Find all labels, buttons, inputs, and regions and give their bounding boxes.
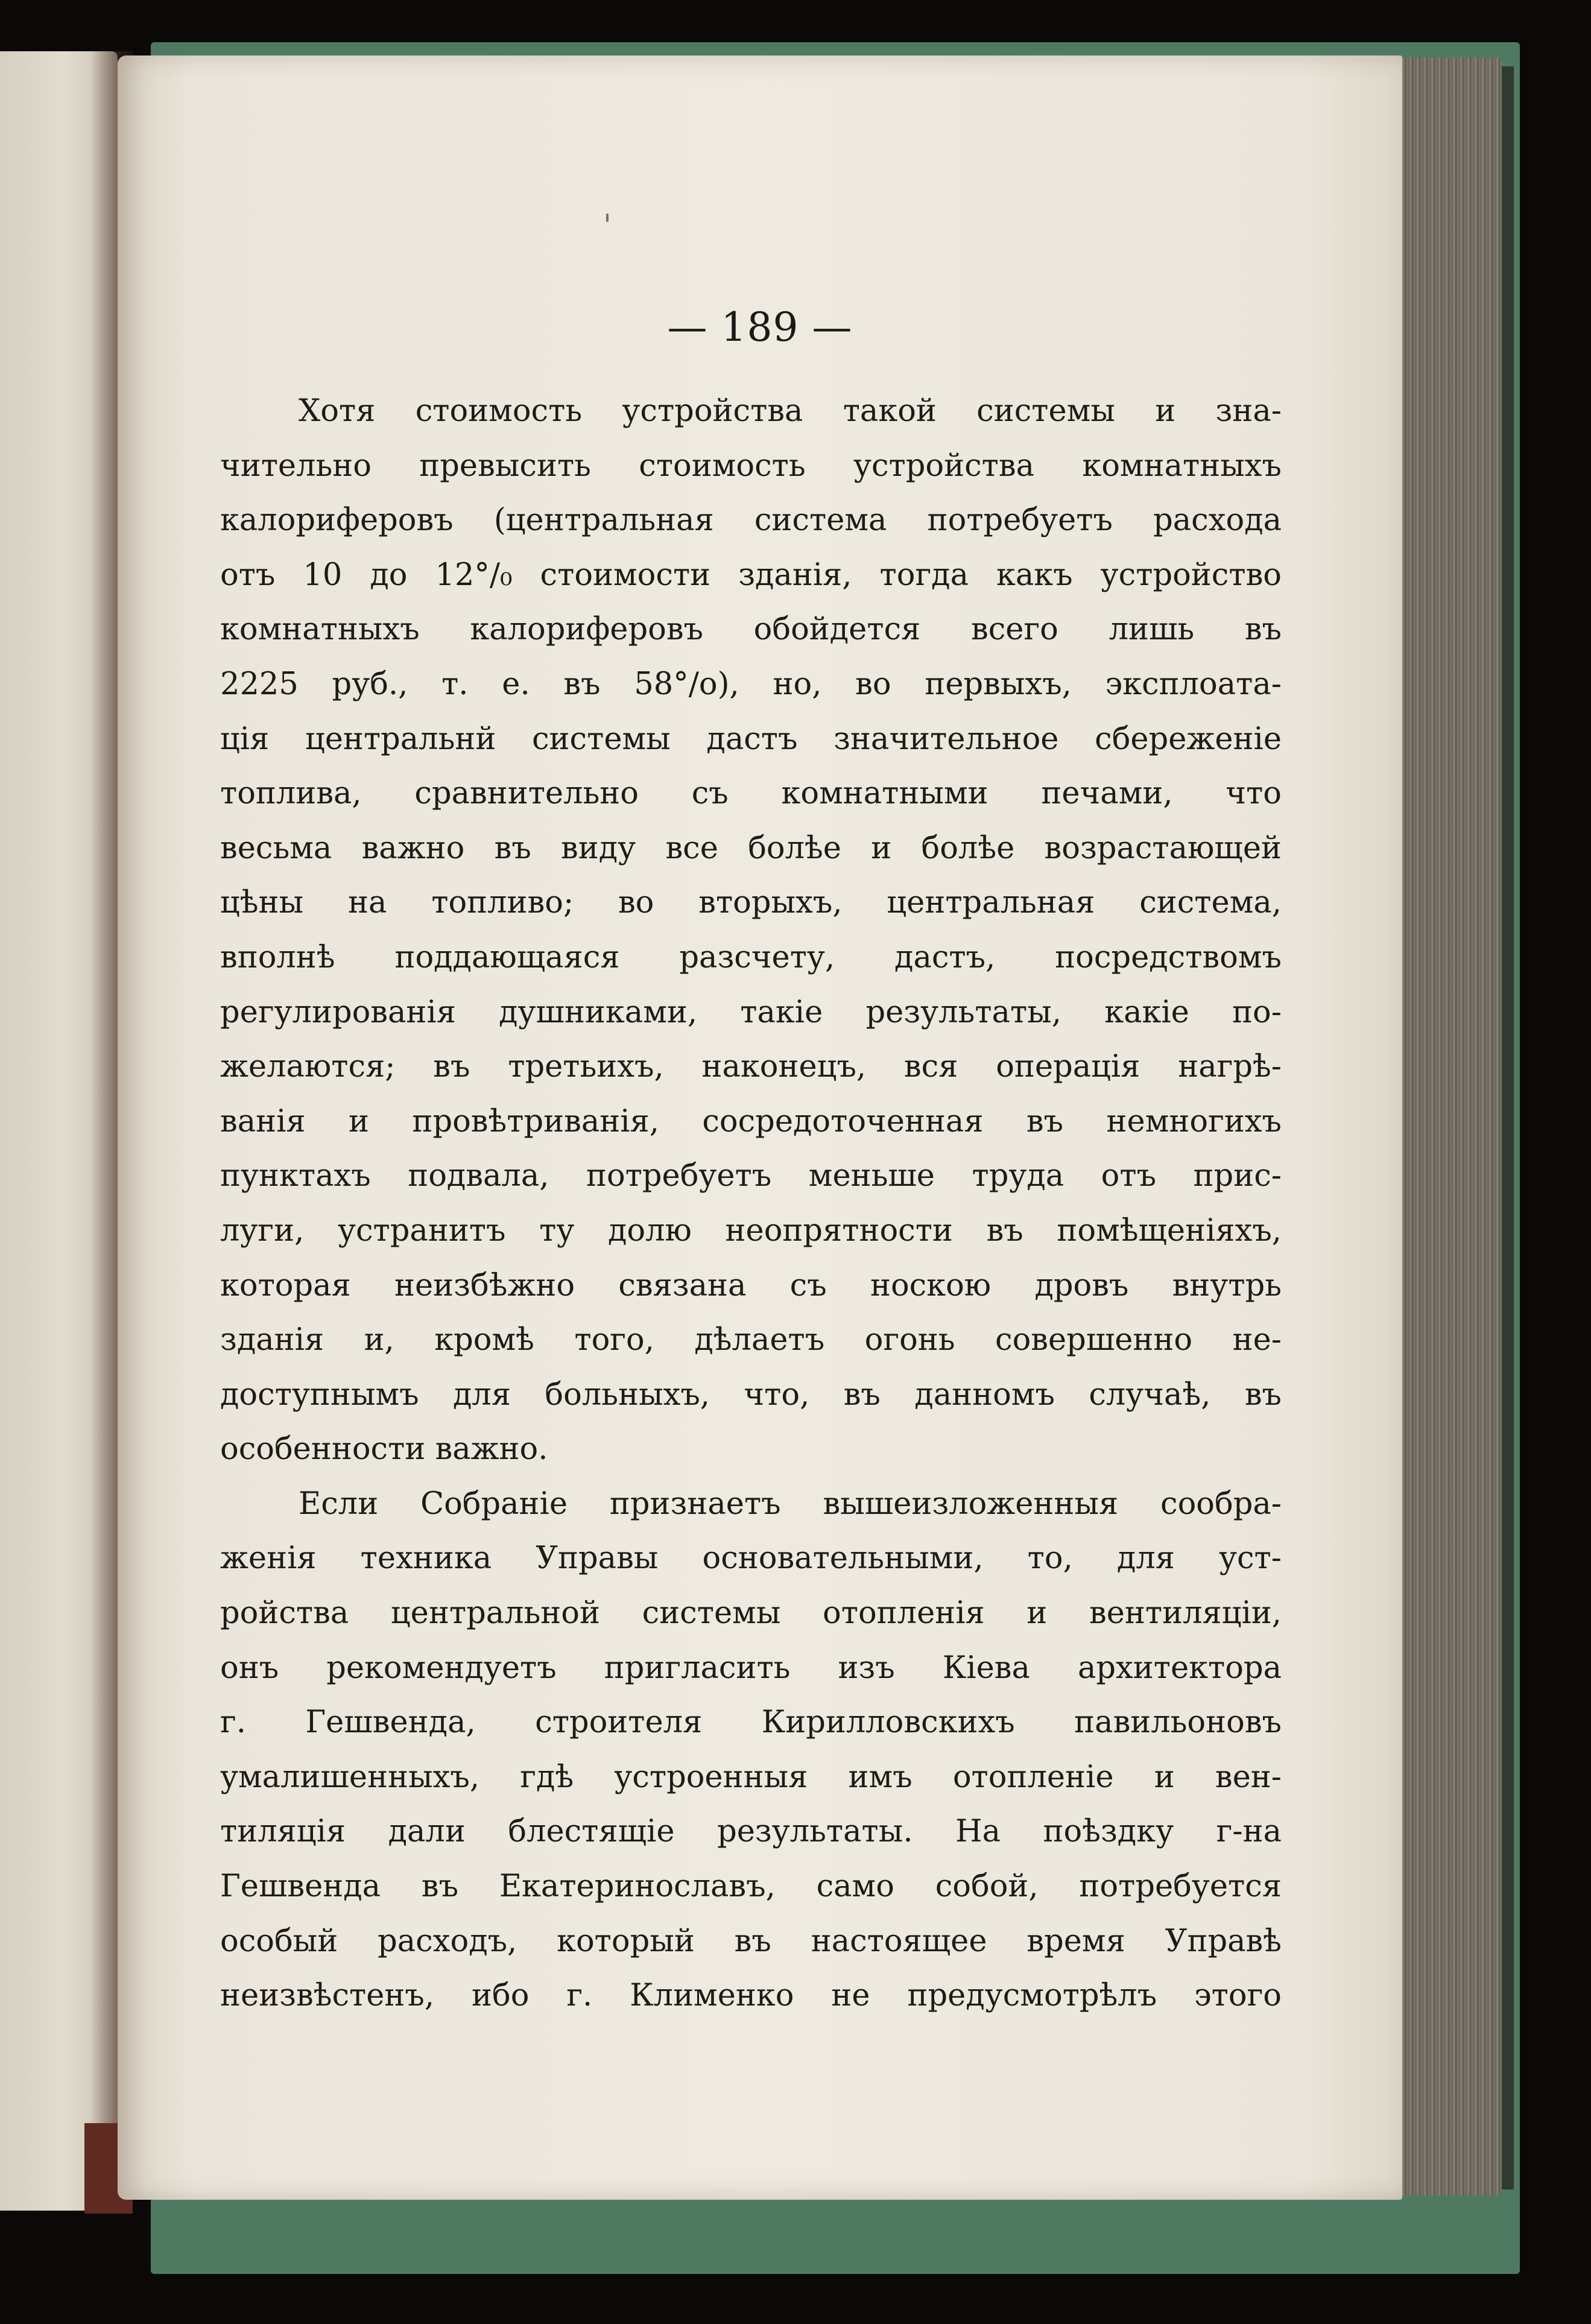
text-line: комнатныхъ калориферовъ обойдется всего лишь въ: [220, 612, 1282, 648]
text-line: особый расходъ, который въ настоящее время Управѣ: [220, 1923, 1282, 1959]
text-line: желаются; въ третьихъ, наконецъ, вся операція нагрѣ-: [220, 1049, 1282, 1085]
text-line: регулированія душниками, такіе результаты, какіе по-: [220, 994, 1282, 1030]
text-line: 2225 руб., т. е. въ 58°/о), но, во первыхъ, эксплоата-: [220, 666, 1282, 702]
page-stack-edges: [1387, 57, 1502, 2196]
book-page: [118, 55, 1402, 2200]
paragraph-2: [220, 1477, 1282, 2024]
text-line: Если Собраніе признаетъ вышеизложенныя сообра-: [299, 1486, 1282, 1522]
text-line: онъ рекомендуетъ пригласить изъ Кіева архитектора: [220, 1650, 1282, 1686]
text-line: весьма важно въ виду все болѣе и болѣе возрастающей: [220, 830, 1282, 866]
text-line: женія техника Управы основательными, то, для уст-: [220, 1540, 1282, 1577]
text-line: ція центральнй системы дастъ значительное сбереженіе: [220, 721, 1282, 757]
text-line: чительно превысить стоимость устройства комнатныхъ: [220, 448, 1282, 484]
text-line: умалишенныхъ, гдѣ устроенныя имъ отопленіе и вен-: [220, 1759, 1282, 1795]
text-line: цѣны на топливо; во вторыхъ, центральная система,: [220, 885, 1282, 921]
text-line: вполнѣ поддающаяся разсчету, дастъ, посредствомъ: [220, 939, 1282, 975]
text-line: луги, устранитъ ту долю неопрятности въ помѣщеніяхъ,: [220, 1212, 1282, 1249]
text-line: которая неизбѣжно связана съ носкою дровъ внутрь: [220, 1267, 1282, 1303]
text-line: особенности важно.: [220, 1431, 548, 1468]
text-line: пунктахъ подвала, потребуетъ меньше труда отъ прис-: [220, 1158, 1282, 1194]
text-line: ванія и провѣтриванія, сосредоточенная въ немногихъ: [220, 1103, 1282, 1139]
text-line: Гешвенда въ Екатеринославъ, само собой, потребуется: [220, 1869, 1282, 1905]
page-body: [220, 384, 1282, 2024]
paragraph-1: [220, 384, 1282, 1477]
text-line: зданія и, кромѣ того, дѣлаетъ огонь совершенно не-: [220, 1322, 1282, 1358]
text-line: Хотя стоимость устройства такой системы и зна-: [299, 393, 1282, 429]
text-line: топлива, сравнительно съ комнатными печами, что: [220, 776, 1282, 812]
text-line: доступнымъ для больныхъ, что, въ данномъ случаѣ, въ: [220, 1376, 1282, 1413]
paper-speck: [606, 214, 609, 222]
text-line: г. Гешвенда, строителя Кирилловскихъ павильоновъ: [220, 1705, 1282, 1741]
text-line: калориферовъ (центральная система потребуетъ расхода: [220, 502, 1282, 539]
text-line: отъ 10 до 12°/₀ стоимости зданія, тогда какъ устройство: [220, 557, 1282, 593]
page-number: — 189 —: [667, 304, 853, 350]
text-line: неизвѣстенъ, ибо г. Клименко не предусмотрѣлъ этого: [220, 1978, 1282, 2014]
text-line: ройства центральной системы отопленія и вентиляціи,: [220, 1595, 1282, 1632]
text-line: тиляція дали блестящіе результаты. На поѣздку г-на: [220, 1814, 1282, 1850]
